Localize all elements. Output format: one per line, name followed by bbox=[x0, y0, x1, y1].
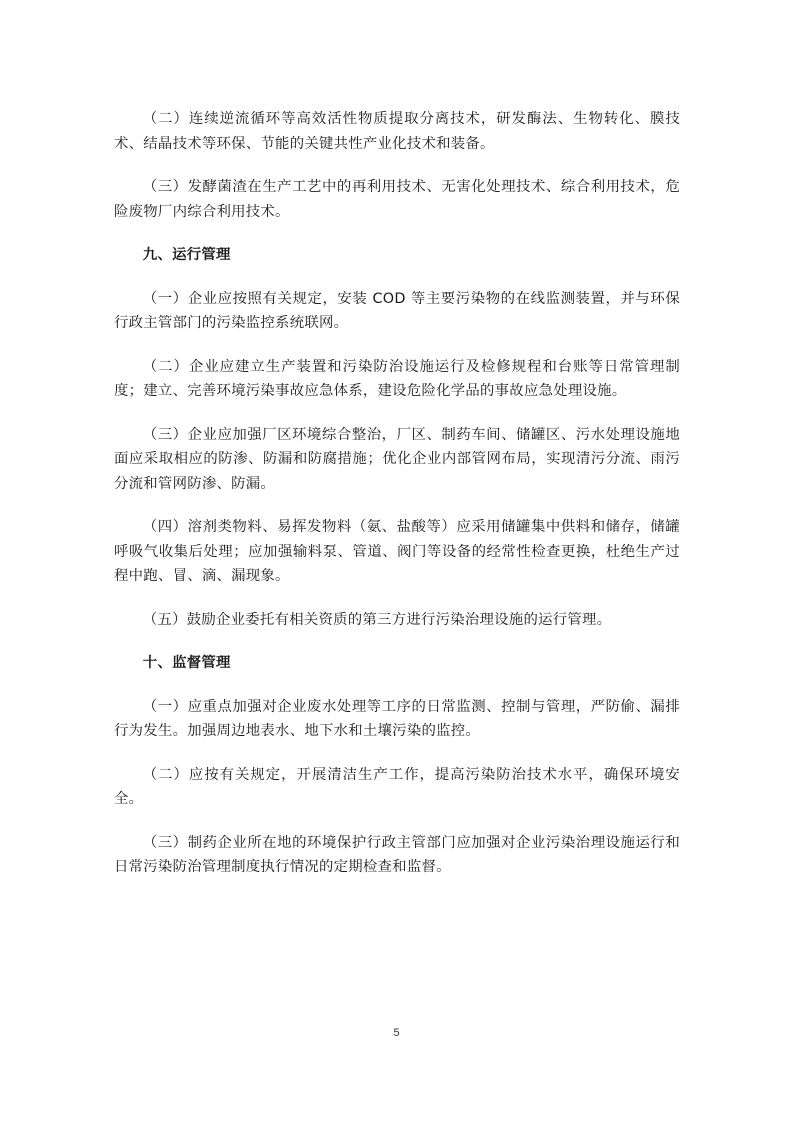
paragraph-residue-reuse: （三）发酵菌渣在生产工艺中的再利用技术、无害化处理技术、综合利用技术，危险废物厂内综合利用技术。 bbox=[114, 179, 680, 220]
section-heading-supervision-management: 十、监督管理 bbox=[142, 655, 231, 671]
page-body bbox=[114, 107, 680, 899]
section-heading-operation-management: 九、运行管理 bbox=[142, 247, 231, 263]
paragraph-third-party-operation: （五）鼓励企业委托有相关资质的第三方进行污染治理设施的运行管理。 bbox=[142, 611, 612, 628]
paragraph-site-remediation: （三）企业应加强厂区环境综合整治，厂区、制药车间、储罐区、污水处理设施地面应采取相应的防渗、防漏和防腐措施；优化企业内部管网布局，实现清污分流、雨污分流和管网防渗、防漏。 bbox=[114, 426, 680, 492]
paragraph-management-system: （二）企业应建立生产装置和污染防治设施运行及检修规程和台账等日常管理制度；建立、完善环境污染事故应急体系，建设危险化学品的事故应急处理设施。 bbox=[114, 358, 680, 399]
page-number: 5 bbox=[393, 1027, 400, 1039]
paragraph-extraction-tech: （二）连续逆流循环等高效活性物质提取分离技术，研发酶法、生物转化、膜技术、结晶技术等环保、节能的关键共性产业化技术和装备。 bbox=[114, 111, 680, 152]
paragraph-wastewater-monitoring: （一）应重点加强对企业废水处理等工序的日常监测、控制与管理，严防偷、漏排行为发生。加强周边地表水、地下水和土壤污染的监控。 bbox=[114, 698, 680, 739]
paragraph-solvent-storage: （四）溶剂类物料、易挥发物料（氨、盐酸等）应采用储罐集中供料和储存，储罐呼吸气收集后处理；应加强输料泵、管道、阀门等设备的经常性检查更换，杜绝生产过程中跑、冒、滴、漏现象。 bbox=[114, 519, 680, 584]
paragraph-clean-production: （二）应按有关规定，开展清洁生产工作，提高污染防治技术水平，确保环境安全。 bbox=[114, 766, 680, 807]
paragraph-regular-inspection: （三）制药企业所在地的环境保护行政主管部门应加强对企业污染治理设施运行和日常污染防治管理制度执行情况的定期检查和监督。 bbox=[114, 834, 680, 875]
paragraph-online-monitoring: （一）企业应按照有关规定，安装 COD 等主要污染物的在线监测装置，并与环保行政主管部门的污染监控系统联网。 bbox=[114, 290, 680, 331]
